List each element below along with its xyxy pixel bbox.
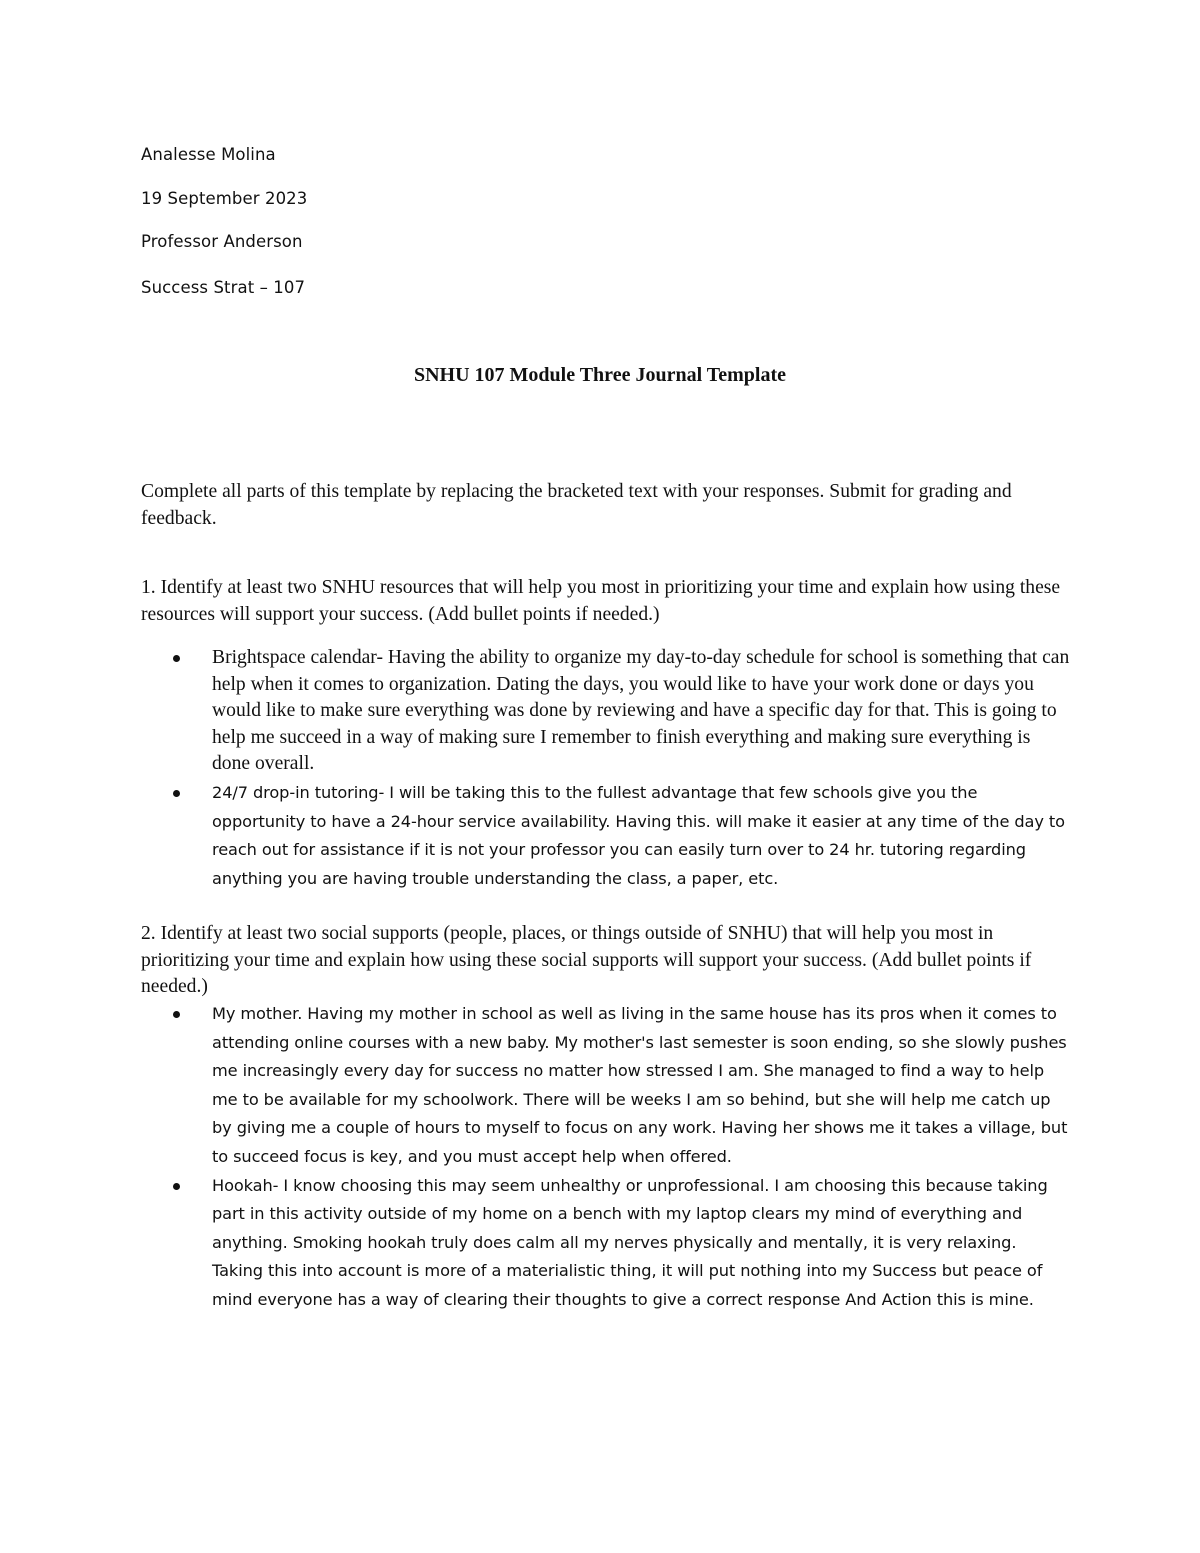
bullet-icon	[173, 790, 180, 797]
question-1-prompt: 1. Identify at least two SNHU resources that will help you most in prioritizing your time and explain how using these resources will support your success. (Add bullet points if needed.)	[141, 577, 1061, 625]
date: 19 September 2023	[141, 189, 308, 208]
document-title: SNHU 107 Module Three Journal Template	[413, 364, 787, 386]
bullet-icon	[173, 1011, 180, 1018]
instructions: Complete all parts of this template by replacing the bracketed text with your responses. Submit for grading and feedback.	[141, 481, 1012, 529]
bullet-icon	[173, 655, 180, 662]
question-1-bullet-list	[141, 645, 1071, 778]
list-item-text: 24/7 drop-in tutoring- I will be taking this to the fullest advantage that few schools give you the opportunity to have a 24-hour service availability. Having this. will make it easier at any time of the day to reach out for assistance if it is not your professor you can easily turn over to 24 hr. tutoring regarding anything you are having trouble understanding the class, a paper, etc.	[212, 783, 1065, 888]
list-item	[141, 779, 1071, 893]
professor-name: Professor Anderson	[141, 232, 303, 251]
list-item-text: My mother. Having my mother in school as well as living in the same house has its pros when it comes to attending online courses with a new baby. My mother's last semester is soon ending, so she slowly pushes me increasingly every day for success no matter how stressed I am. She managed to find a way to help me to be available for my schoolwork. There will be weeks I am so behind, but she will help me catch up by giving me a couple of hours to myself to focus on any work. Having her shows me it takes a village, but to succeed focus is key, and you must accept help when offered.	[212, 1004, 1068, 1166]
bullet-icon	[173, 1183, 180, 1190]
student-name: Analesse Molina	[141, 145, 276, 164]
list-item-text: Hookah- I know choosing this may seem unhealthy or unprofessional. I am choosing this because taking part in this activity outside of my home on a bench with my laptop clears my mind of everything and anything. Smoking hookah truly does calm all my nerves physically and mentally, it is very relaxing. Taking this into account is more of a materialistic thing, it will put nothing into my Success but peace of mind everyone has a way of clearing their thoughts to give a correct response And Action this is mine.	[212, 1175, 1048, 1309]
list-item	[141, 1172, 1071, 1315]
question-2-prompt: 2. Identify at least two social supports (people, places, or things outside of SNHU) that will help you most in prioritizing your time and explain how using these social supports will support your success. (Add bullet points if needed.)	[141, 923, 1032, 997]
question-2-bullet-list	[141, 1000, 1071, 1315]
course-name: Success Strat – 107	[141, 278, 306, 297]
question-1-bullet-list-continued	[141, 779, 1071, 893]
list-item-text: Brightspace calendar- Having the ability to organize my day-to-day schedule for school is something that can help when it comes to organization. Dating the days, you would like to have your work done or days you would like to make sure everything was done by reviewing and have a specific day for that. This is going to help me succeed in a way of making sure I remember to finish everything and making sure everything is done overall.	[212, 647, 1070, 774]
list-item	[141, 645, 1071, 778]
list-item	[141, 1000, 1071, 1172]
